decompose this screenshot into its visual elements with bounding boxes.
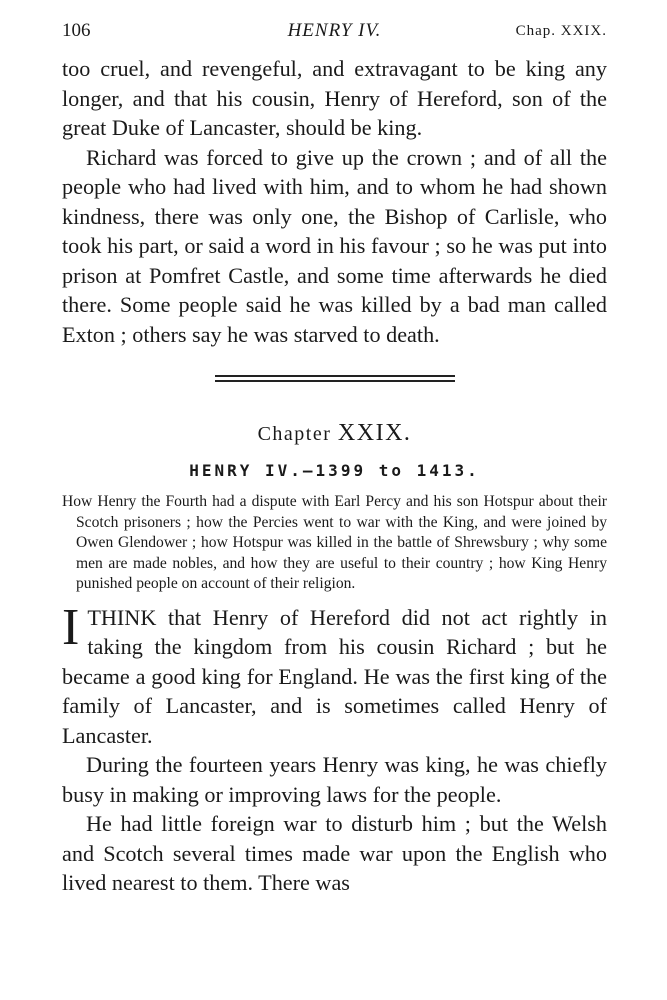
chapter-divider-rule [215,375,455,382]
opening-paragraph-text: THINK that Henry of Hereford did not act rightly in taking the kingdom from his cousin Richard ; but he became a good king for England. He was the first king of the family of Lancaster, and is sometimes called Henry of Lancaster. [62,604,607,748]
opening-paragraph [62,598,607,751]
running-head [62,18,607,44]
chapter-label: Chapter [257,423,332,445]
chapter-synopsis: How Henry the Fourth had a dispute with Earl Percy and his son Hotspur about their Scotch prisoners ; how the Percies went to war with the King, and were joined by Owen Glendower ; how Hotspur was killed in the battle of Shrewsbury ; why some men are made nobles, and how they are useful to their country ; how King Henry punished people on account of their religion. [62,493,607,592]
paragraph: Richard was forced to give up the crown ; and of all the people who had lived with him, and to whom he had shown kindness, there was only one, the Bishop of Carlisle, who took his part, or said a word in his favour ; so he was put into prison at Pomfret Castle, and some time afterwards he died there. Some people said he was killed by a bad man called Exton ; others say he was starved to death. [62,144,607,347]
book-page [62,18,607,898]
running-chapter: Chap. XXIX. [515,23,607,39]
previous-chapter-text [62,54,607,349]
paragraph: During the fourteen years Henry was king, he was chiefly busy in making or improving laws for the people. [62,752,607,807]
chapter-heading [62,420,607,447]
chapter-text [62,598,607,898]
chapter-title: HENRY IV.—1399 to 1413. [189,461,480,480]
paragraph: too cruel, and revengeful, and extravagant to be king any longer, and that his cousin, Henry of Hereford, son of the great Duke of Lancaster, should be king. [62,56,607,140]
drop-cap: I [62,598,80,656]
chapter-number: XXIX. [337,420,412,446]
paragraph: He had little foreign war to disturb him ; but the Welsh and Scotch several times made war upon the English who lived nearest to them. There was [62,811,607,895]
page-number: 106 [62,20,91,41]
running-title: HENRY IV. [287,20,382,41]
